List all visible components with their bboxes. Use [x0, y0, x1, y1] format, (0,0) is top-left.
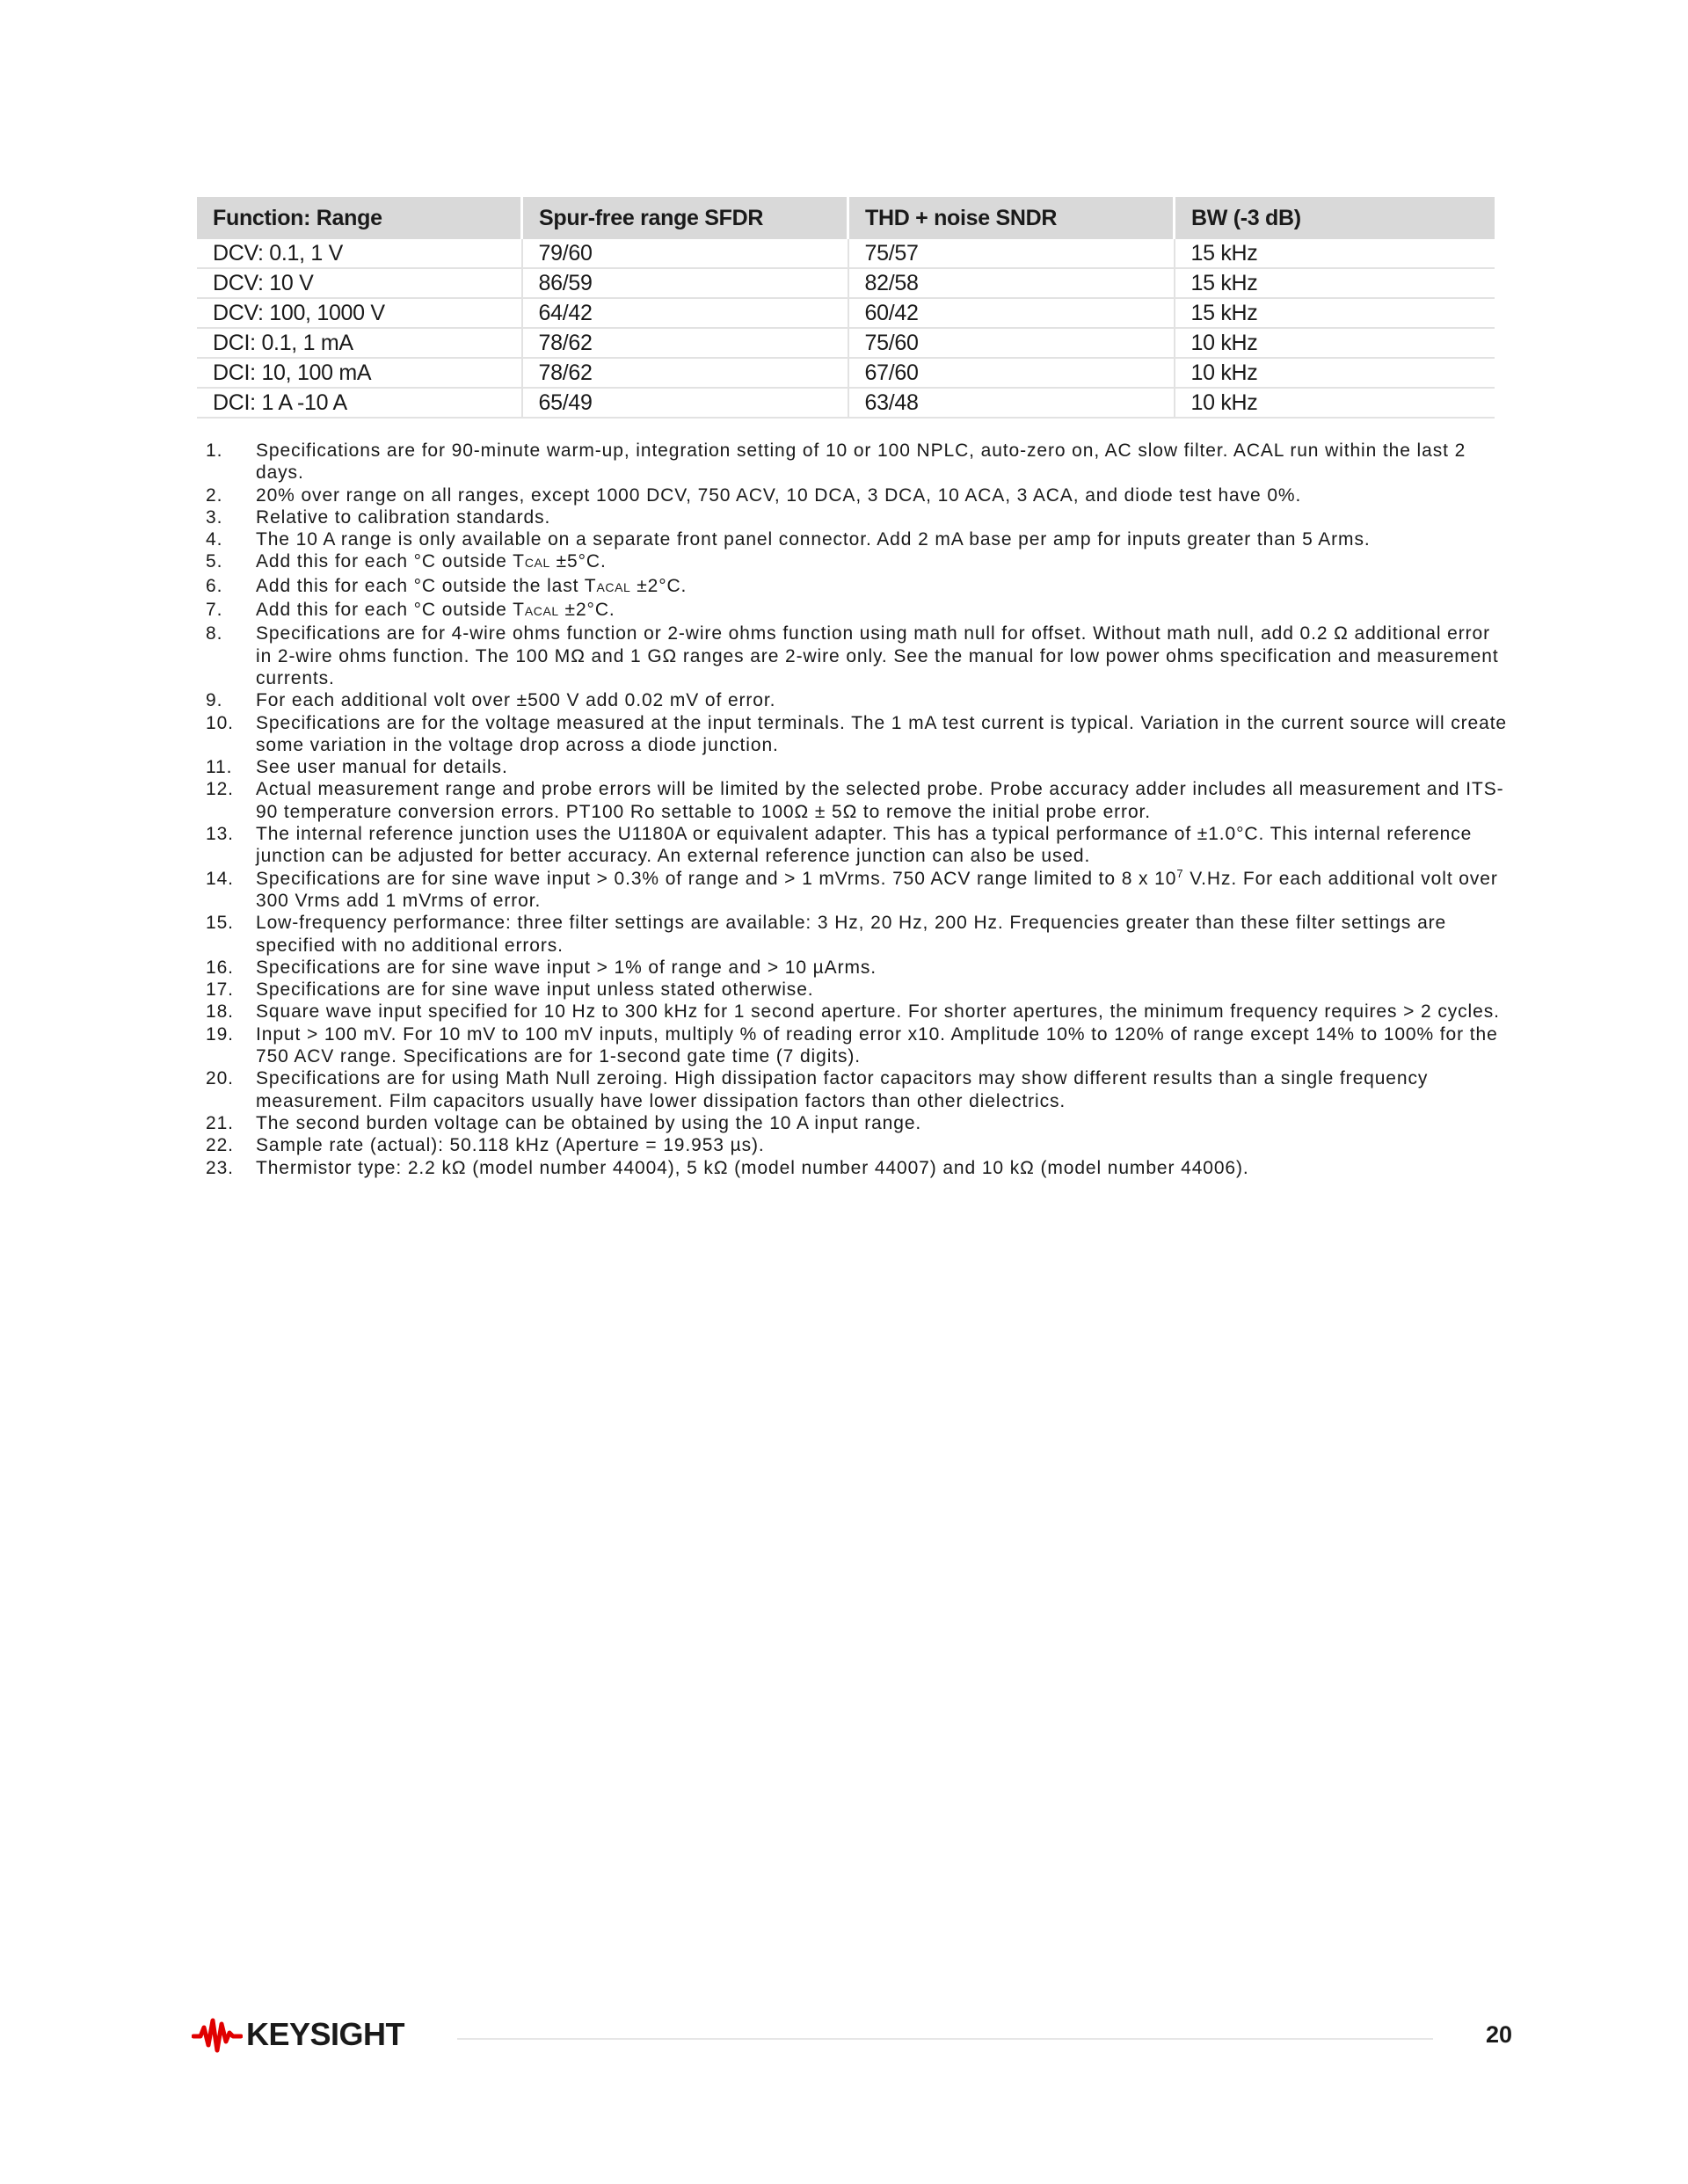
table-cell: DCV: 10 V — [197, 268, 522, 298]
table-row — [197, 388, 1495, 418]
note-number: 6. — [206, 575, 223, 596]
table-cell: 82/58 — [848, 268, 1175, 298]
note-text: Actual measurement range and probe errors will be limited by the selected probe. Probe accuracy adder includes all measurement and ITS-90 temperature conversion errors. PT100 Ro settable to 100Ω ± 5Ω to remove the initial probe error. — [256, 779, 1504, 822]
note-number: 20. — [206, 1068, 234, 1089]
list-item — [206, 979, 1507, 1001]
note-text — [256, 550, 1507, 574]
table-row — [197, 328, 1495, 358]
note-text-part: ±5°C. — [549, 551, 607, 572]
note-text: Relative to calibration standards. — [256, 506, 551, 528]
note-text: Input > 100 mV. For 10 mV to 100 mV inputs, multiply % of reading error x10. Amplitude 10% to 120% of range except 14% to 100% for the 750 ACV range. Specifications are for 1-second gate time (7 digits). — [256, 1023, 1498, 1067]
note-text: Specifications are for 90-minute warm-up, integration setting of 10 or 100 NPLC, auto-zero on, AC slow filter. ACAL run within the last 2 days. — [256, 440, 1466, 484]
list-item — [206, 528, 1507, 550]
note-number: 15. — [206, 913, 234, 934]
note-text: Specifications are for using Math Null zeroing. High dissipation factor capacitors may show different results than a single frequency measurement. Film capacitors usually have lower dissipation factors than other dielectrics. — [256, 1068, 1429, 1111]
note-number: 10. — [206, 712, 234, 733]
note-number: 13. — [206, 824, 234, 845]
table-cell: 75/57 — [848, 239, 1175, 268]
note-text: The internal reference junction uses the U1180A or equivalent adapter. This has a typical performance of ±1.0°C. This internal reference junction can be adjusted for better accuracy. An external reference junction can also be used. — [256, 824, 1473, 867]
note-text: Specifications are for the voltage measured at the input terminals. The 1 mA test current is typical. Variation in the current source will create some variation in the voltage drop across a diode junction. — [256, 712, 1508, 755]
table-row — [197, 239, 1495, 268]
table-row — [197, 298, 1495, 328]
note-text — [256, 868, 1507, 913]
header-sndr: THD + noise SNDR — [848, 197, 1175, 239]
list-item — [206, 689, 1507, 711]
note-number: 9. — [206, 690, 223, 711]
note-number: 23. — [206, 1157, 234, 1178]
note-text: Square wave input specified for 10 Hz to 300 kHz for 1 second aperture. For shorter apertures, the minimum frequency requires > 2 cycles. — [256, 1001, 1500, 1023]
note-number: 14. — [206, 868, 234, 889]
list-item — [206, 1067, 1507, 1112]
note-text: See user manual for details. — [256, 757, 508, 778]
note-text: Specifications are for sine wave input > 1% of range and > 10 µArms. — [256, 957, 877, 978]
list-item — [206, 622, 1507, 689]
note-number: 3. — [206, 506, 223, 528]
table-cell: 15 kHz — [1175, 268, 1495, 298]
header-function-range: Function: Range — [197, 197, 522, 239]
table-cell: 60/42 — [848, 298, 1175, 328]
table-cell: DCI: 0.1, 1 mA — [197, 328, 522, 358]
note-subscript: ACAL — [524, 604, 559, 619]
footnotes-list — [206, 440, 1507, 1179]
list-item — [206, 1001, 1507, 1023]
note-text-part: Add this for each °C outside T — [256, 600, 525, 621]
note-text-part: ±2°C. — [558, 600, 615, 621]
list-item — [206, 440, 1507, 484]
footer-divider — [457, 2038, 1433, 2040]
note-text-part: V.Hz. For each additional volt over 300 Vrms add 1 mVrms of error. — [256, 868, 1498, 911]
table-cell: 10 kHz — [1175, 358, 1495, 388]
note-number: 5. — [206, 551, 223, 572]
list-item — [206, 599, 1507, 622]
list-item — [206, 1112, 1507, 1134]
brand-name: KEYSIGHT — [246, 2016, 405, 2052]
note-number: 16. — [206, 957, 234, 978]
table-cell: 10 kHz — [1175, 328, 1495, 358]
list-item — [206, 868, 1507, 913]
note-text — [256, 599, 1507, 622]
list-item — [206, 712, 1507, 757]
list-item — [206, 575, 1507, 599]
note-number: 19. — [206, 1023, 234, 1045]
list-item — [206, 506, 1507, 528]
spec-table — [197, 197, 1495, 419]
note-number: 7. — [206, 600, 223, 621]
note-text — [256, 575, 1507, 599]
note-text: Sample rate (actual): 50.118 kHz (Aperture = 19.953 µs). — [256, 1135, 765, 1156]
keysight-logo — [192, 2015, 404, 2054]
list-item — [206, 778, 1507, 823]
note-text: The 10 A range is only available on a separate front panel connector. Add 2 mA base per amp for inputs greater than 5 Arms. — [256, 529, 1371, 550]
table-cell: 64/42 — [522, 298, 848, 328]
table-cell: DCI: 10, 100 mA — [197, 358, 522, 388]
note-superscript: 7 — [1176, 866, 1184, 880]
table-cell: 78/62 — [522, 328, 848, 358]
note-text-part: Add this for each °C outside the last T — [256, 575, 597, 596]
header-bandwidth: BW (-3 dB) — [1175, 197, 1495, 239]
note-number: 17. — [206, 979, 234, 1001]
note-number: 18. — [206, 1001, 234, 1023]
note-subscript: ACAL — [596, 579, 631, 594]
note-number: 21. — [206, 1112, 234, 1133]
note-number: 22. — [206, 1135, 234, 1156]
note-text: Specifications are for 4-wire ohms function or 2-wire ohms function using math null for offset. Without math null, add 0.2 Ω additional error in 2-wire ohms function. The 100 MΩ and 1 GΩ ranges are 2-wire only. See the manual for low power ohms specification and measurement currents. — [256, 623, 1499, 688]
note-number: 8. — [206, 623, 223, 644]
list-item — [206, 1023, 1507, 1068]
table-cell: 86/59 — [522, 268, 848, 298]
table-cell: 78/62 — [522, 358, 848, 388]
note-number: 11. — [206, 757, 233, 778]
list-item — [206, 823, 1507, 868]
table-cell: DCV: 0.1, 1 V — [197, 239, 522, 268]
list-item — [206, 1157, 1507, 1179]
note-text: 20% over range on all ranges, except 1000 DCV, 750 ACV, 10 DCA, 3 DCA, 10 ACA, 3 ACA, and diode test have 0%. — [256, 484, 1302, 506]
list-item — [206, 912, 1507, 957]
list-item — [206, 957, 1507, 979]
note-text: For each additional volt over ±500 V add 0.02 mV of error. — [256, 690, 776, 711]
page-number: 20 — [1485, 2021, 1512, 2048]
keysight-wave-icon — [192, 2015, 243, 2054]
note-text-part: Add this for each °C outside T — [256, 551, 525, 572]
list-item — [206, 484, 1507, 506]
note-text-part: ±2°C. — [630, 575, 688, 596]
table-cell: DCV: 100, 1000 V — [197, 298, 522, 328]
header-sfdr: Spur-free range SFDR — [522, 197, 848, 239]
note-number: 1. — [206, 440, 223, 461]
table-cell: DCI: 1 A -10 A — [197, 388, 522, 418]
table-row — [197, 268, 1495, 298]
table-cell: 79/60 — [522, 239, 848, 268]
table-cell: 75/60 — [848, 328, 1175, 358]
table-cell: 10 kHz — [1175, 388, 1495, 418]
table-cell: 63/48 — [848, 388, 1175, 418]
note-number: 4. — [206, 529, 223, 550]
table-header-row — [197, 197, 1495, 239]
table-row — [197, 358, 1495, 388]
note-number: 12. — [206, 779, 234, 800]
note-text: The second burden voltage can be obtained by using the 10 A input range. — [256, 1112, 922, 1133]
note-text: Specifications are for sine wave input unless stated otherwise. — [256, 979, 814, 1001]
table-cell: 15 kHz — [1175, 298, 1495, 328]
note-text: Low-frequency performance: three filter settings are available: 3 Hz, 20 Hz, 200 Hz. Frequencies greater than these filter settings are specified with no additional errors. — [256, 913, 1447, 956]
table-cell: 67/60 — [848, 358, 1175, 388]
table-cell: 15 kHz — [1175, 239, 1495, 268]
note-text-part: Specifications are for sine wave input > 0.3% of range and > 1 mVrms. 750 ACV range limited to 8 x 10 — [256, 868, 1177, 889]
note-text: Thermistor type: 2.2 kΩ (model number 44004), 5 kΩ (model number 44007) and 10 kΩ (model number 44006). — [256, 1157, 1249, 1178]
list-item — [206, 756, 1507, 778]
note-subscript: CAL — [524, 556, 550, 571]
list-item — [206, 550, 1507, 574]
note-number: 2. — [206, 484, 223, 506]
table-cell: 65/49 — [522, 388, 848, 418]
list-item — [206, 1134, 1507, 1156]
